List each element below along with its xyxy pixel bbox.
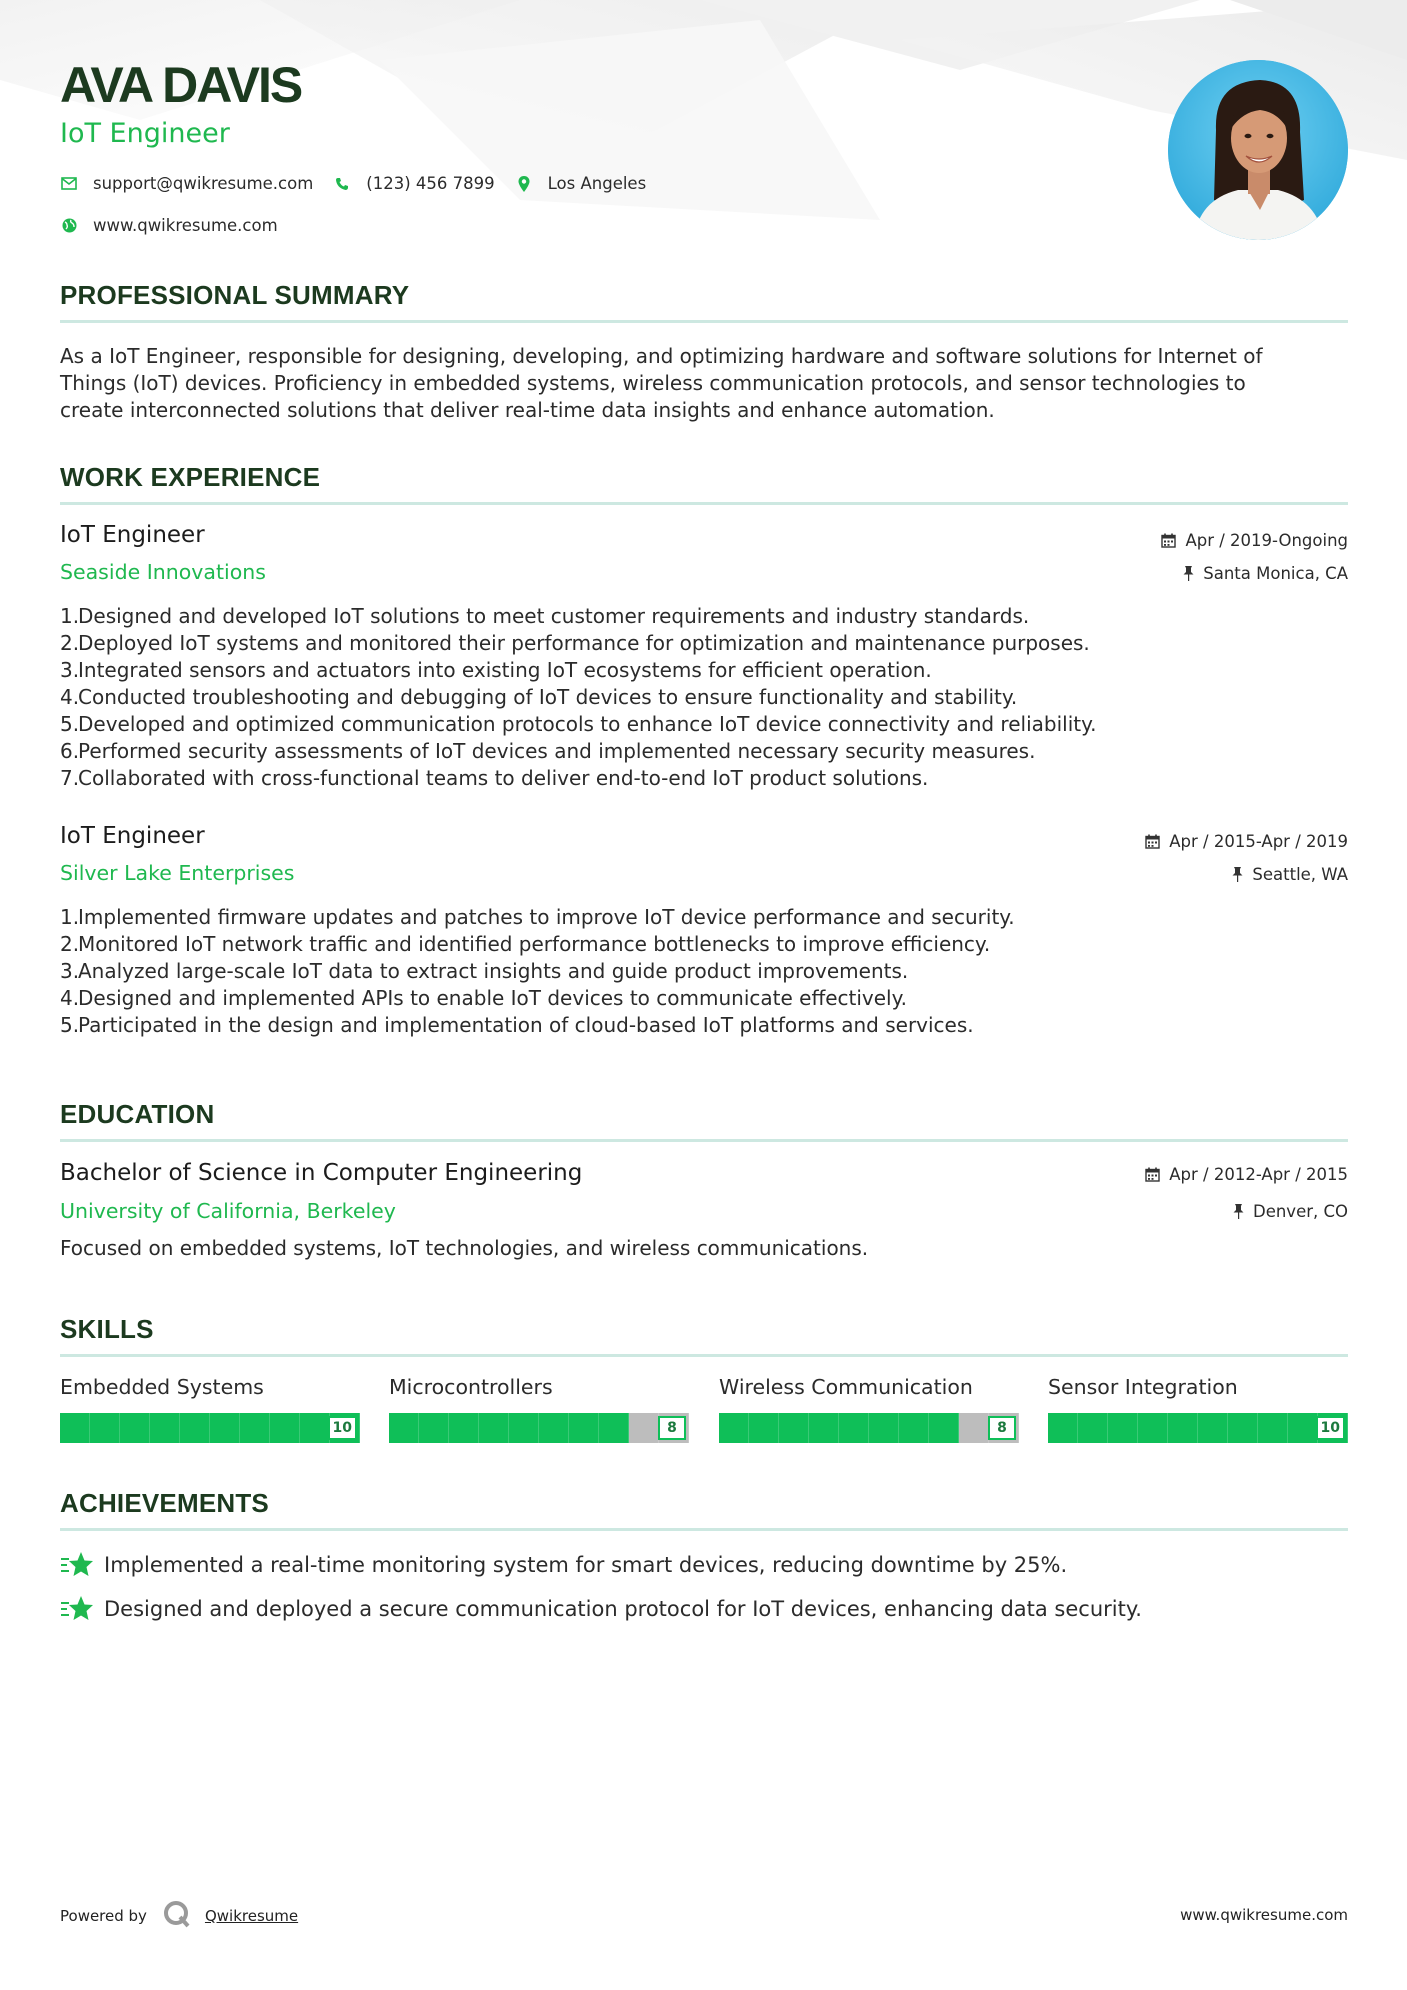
- summary-line: As a IoT Engineer, responsible for designing, developing, and optimizing hardware and software solutions for Internet of: [60, 344, 1263, 368]
- list-item: 3. Analyzed large-scale IoT data to extract insights and guide product improvements.: [60, 959, 909, 983]
- list-item: 6. Performed security assessments of IoT devices and implemented necessary security measures.: [60, 739, 1036, 763]
- summary-line: Things (IoT) devices. Proficiency in embedded systems, wireless communication protocols, and sensor technologies to: [60, 371, 1246, 395]
- calendar-icon: [1145, 834, 1160, 849]
- job-location-text: Santa Monica, CA: [1203, 564, 1348, 583]
- achievements-divider: [60, 1528, 1348, 1531]
- skill-bar: [389, 1413, 689, 1443]
- skill-bar-segments: [719, 1413, 1019, 1443]
- qwikresume-link[interactable]: Qwikresume: [204, 1907, 299, 1925]
- experience-divider: [60, 502, 1348, 505]
- job-title: IoT Engineer: [60, 522, 205, 548]
- qwikresume-logo-icon: [163, 1900, 191, 1932]
- education-date: [1145, 1165, 1348, 1184]
- contact-phone[interactable]: [333, 174, 494, 193]
- skill-item: [1048, 1375, 1348, 1443]
- job-title: IoT Engineer: [60, 823, 205, 849]
- achievement-item: [60, 1550, 1067, 1580]
- star-icon: [60, 1550, 94, 1580]
- list-item: 2. Monitored IoT network traffic and identified performance bottlenecks to improve efficiency.: [60, 932, 991, 956]
- job-date-text: Apr / 2019-Ongoing: [1185, 531, 1348, 550]
- job-location-text: Seattle, WA: [1252, 865, 1348, 884]
- skill-bar-segments: [389, 1413, 689, 1443]
- list-item: 1. Implemented firmware updates and patches to improve IoT device performance and security.: [60, 905, 1015, 929]
- education-divider: [60, 1139, 1348, 1142]
- list-item: 7. Collaborated with cross-functional teams to deliver end-to-end IoT product solutions.: [60, 766, 929, 790]
- skill-name: Embedded Systems: [60, 1375, 264, 1399]
- list-item: 5. Developed and optimized communication protocols to enhance IoT device connectivity and reliability.: [60, 712, 1097, 736]
- skill-score: 10: [1316, 1416, 1345, 1440]
- skill-bar-segments: [1048, 1413, 1348, 1443]
- summary-line: create interconnected solutions that deliver real-time data insights and enhance automation.: [60, 398, 995, 422]
- education-date-text: Apr / 2012-Apr / 2015: [1169, 1165, 1348, 1184]
- skill-item: [60, 1375, 360, 1443]
- contact-location: [515, 174, 647, 193]
- job-location: [1183, 564, 1348, 583]
- map-pin-icon: [515, 175, 533, 193]
- achievement-text: Implemented a real-time monitoring system for smart devices, reducing downtime by 25%.: [104, 1553, 1068, 1577]
- contact-email[interactable]: [60, 174, 313, 193]
- summary-divider: [60, 320, 1348, 323]
- skill-score: 8: [658, 1416, 686, 1440]
- list-item: 3. Integrated sensors and actuators into existing IoT ecosystems for efficient operation.: [60, 658, 932, 682]
- website-text: www.qwikresume.com: [93, 216, 278, 235]
- skills-divider: [60, 1354, 1348, 1357]
- skill-score: 8: [988, 1416, 1016, 1440]
- calendar-icon: [1145, 1167, 1160, 1182]
- skills-heading: SKILLS: [60, 1314, 154, 1344]
- globe-icon: [60, 217, 78, 235]
- achievements-heading: ACHIEVEMENTS: [60, 1488, 269, 1518]
- education-location-text: Denver, CO: [1252, 1202, 1348, 1221]
- skill-name: Wireless Communication: [719, 1375, 973, 1399]
- skill-bar: [719, 1413, 1019, 1443]
- candidate-role: IoT Engineer: [60, 118, 230, 149]
- job-date: [1161, 531, 1348, 550]
- skill-item: [389, 1375, 689, 1443]
- job-company: Silver Lake Enterprises: [60, 861, 295, 885]
- job-bullets: [60, 603, 1350, 792]
- school-name: University of California, Berkeley: [60, 1199, 396, 1223]
- summary-heading: PROFESSIONAL SUMMARY: [60, 280, 410, 310]
- footer-website[interactable]: www.qwikresume.com: [1180, 1906, 1348, 1924]
- star-icon: [60, 1594, 94, 1624]
- job-company: Seaside Innovations: [60, 560, 266, 584]
- candidate-name: AVA DAVIS: [60, 57, 302, 113]
- summary-text: [60, 343, 1350, 424]
- degree-title: Bachelor of Science in Computer Engineering: [60, 1160, 583, 1186]
- phone-text: (123) 456 7899: [366, 174, 495, 193]
- job-date-text: Apr / 2015-Apr / 2019: [1169, 832, 1348, 851]
- skill-name: Sensor Integration: [1048, 1375, 1238, 1399]
- job-location: [1232, 865, 1348, 884]
- envelope-icon: [60, 175, 78, 193]
- achievement-item: [60, 1594, 1142, 1624]
- education-location: [1233, 1202, 1348, 1221]
- location-text: Los Angeles: [547, 174, 647, 193]
- contact-row-2: [60, 216, 298, 235]
- pushpin-icon: [1183, 566, 1194, 581]
- achievement-text: Designed and deployed a secure communication protocol for IoT devices, enhancing data security.: [104, 1597, 1142, 1621]
- pushpin-icon: [1232, 867, 1243, 882]
- skill-bar: [60, 1413, 360, 1443]
- calendar-icon: [1161, 533, 1176, 548]
- list-item: 4. Designed and implemented APIs to enable IoT devices to communicate effectively.: [60, 986, 907, 1010]
- email-text: support@qwikresume.com: [93, 174, 314, 193]
- list-item: 4. Conducted troubleshooting and debugging of IoT devices to ensure functionality and stability.: [60, 685, 1018, 709]
- contact-row-1: [60, 174, 666, 193]
- skill-bar: [1048, 1413, 1348, 1443]
- skill-name: Microcontrollers: [389, 1375, 553, 1399]
- education-description: Focused on embedded systems, IoT technologies, and wireless communications.: [60, 1236, 869, 1260]
- profile-photo: [1168, 60, 1348, 240]
- phone-icon: [333, 175, 351, 193]
- skill-item: [719, 1375, 1019, 1443]
- powered-by-label: Powered by: [60, 1907, 147, 1925]
- skill-score: 10: [328, 1416, 357, 1440]
- pushpin-icon: [1233, 1204, 1244, 1219]
- experience-heading: WORK EXPERIENCE: [60, 462, 321, 492]
- list-item: 2. Deployed IoT systems and monitored their performance for optimization and maintenance purposes.: [60, 631, 1090, 655]
- list-item: 5. Participated in the design and implementation of cloud-based IoT platforms and services.: [60, 1013, 974, 1037]
- contact-website[interactable]: [60, 216, 278, 235]
- education-heading: EDUCATION: [60, 1099, 215, 1129]
- job-bullets: [60, 904, 1350, 1039]
- skill-bar-segments: [60, 1413, 360, 1443]
- list-item: 1. Designed and developed IoT solutions to meet customer requirements and industry standards.: [60, 604, 1030, 628]
- job-date: [1145, 832, 1348, 851]
- footer-powered-by: [60, 1900, 298, 1932]
